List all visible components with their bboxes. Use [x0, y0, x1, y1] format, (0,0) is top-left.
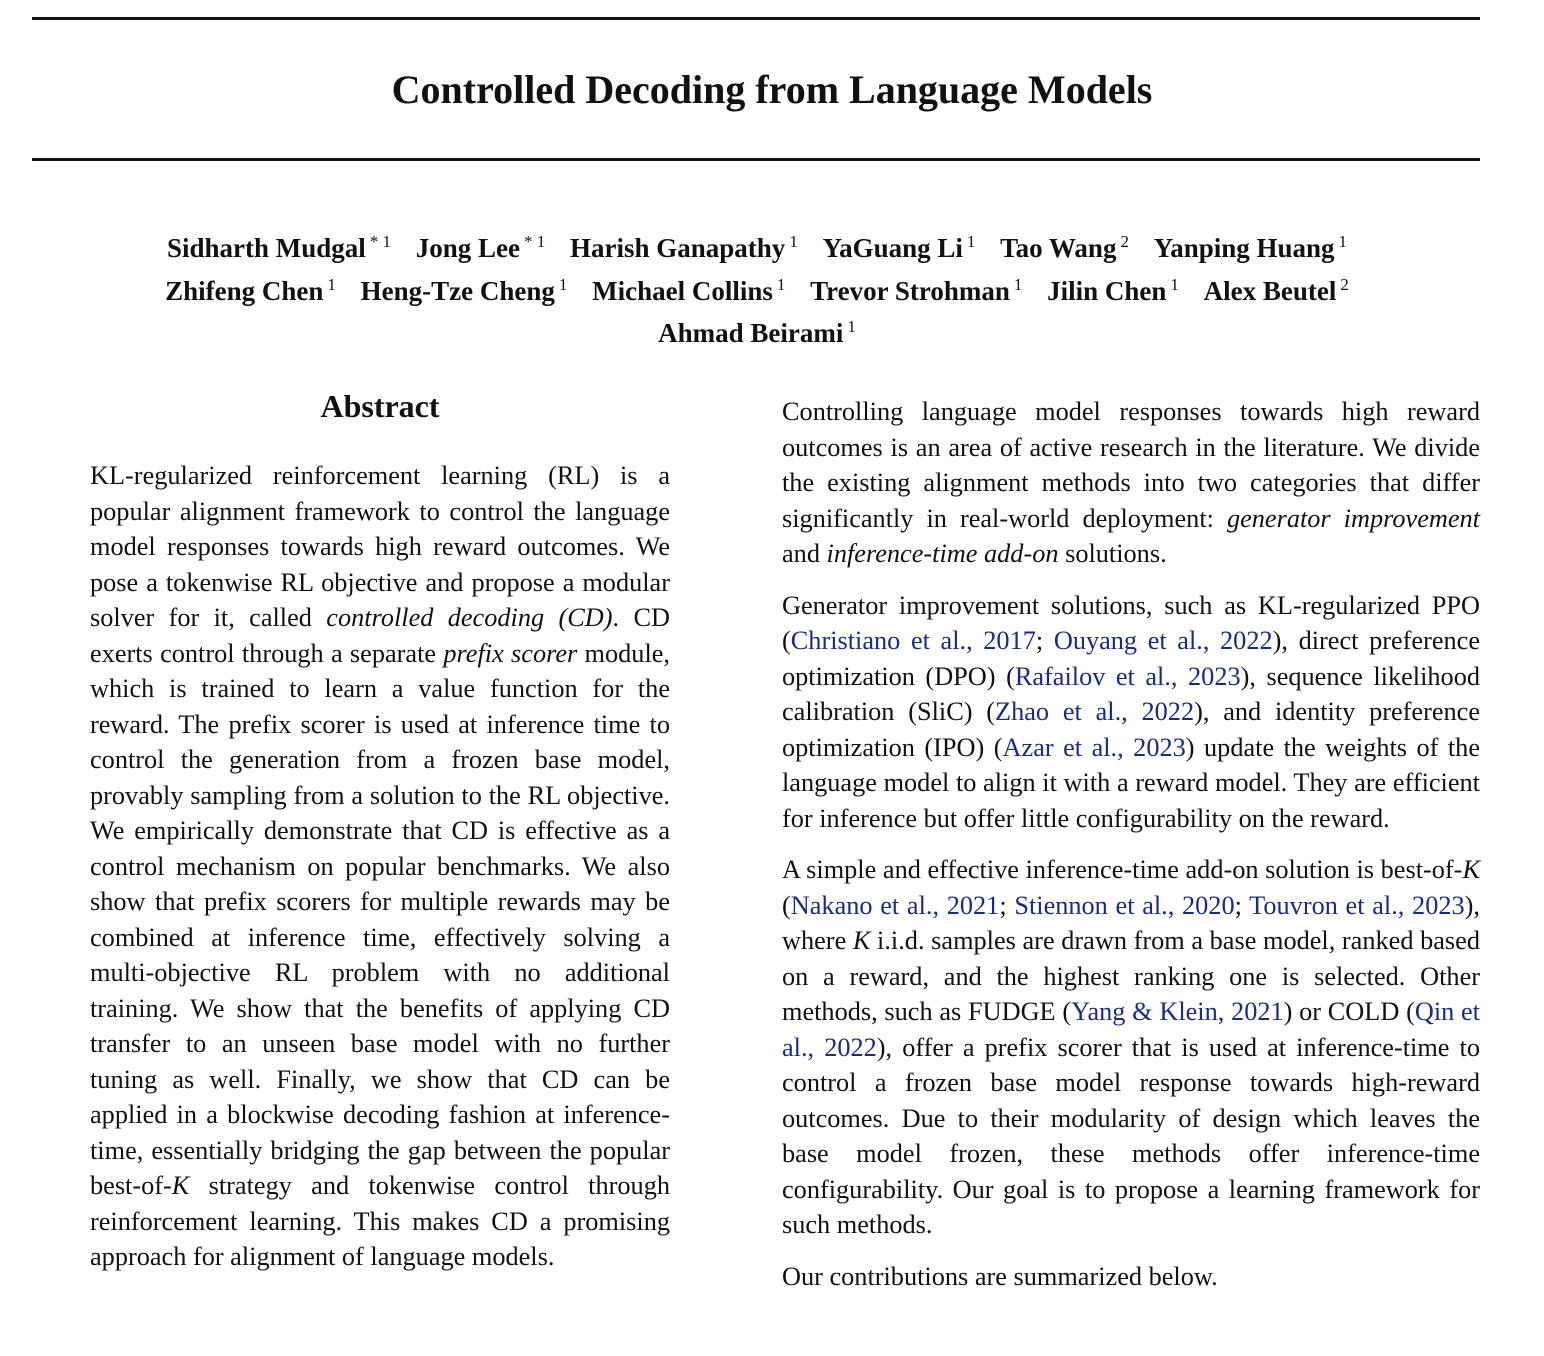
- author-affiliation: 1: [1170, 274, 1179, 294]
- author: [592, 276, 785, 306]
- text: ;: [999, 890, 1015, 920]
- author-name: Trevor Strohman: [810, 275, 1010, 306]
- top-rule: [32, 17, 1480, 20]
- author: [165, 276, 336, 306]
- author: [658, 318, 856, 348]
- text: ;: [1035, 626, 1054, 655]
- text: solutions.: [1058, 539, 1167, 568]
- introduction-body: [782, 394, 1480, 1310]
- citation-link[interactable]: Nakano et al., 2021: [790, 890, 1000, 920]
- author: [416, 233, 546, 263]
- author-affiliation: 2: [1120, 232, 1129, 251]
- text: A simple and effective inference-time add-on solution is best-of-: [782, 855, 1463, 884]
- text: ), where: [782, 890, 1480, 955]
- paper-title: Controlled Decoding from Language Models: [391, 67, 1153, 112]
- italic-text: K: [1462, 855, 1480, 884]
- text: ), and identity preference optimization (IPO) (: [782, 697, 1481, 762]
- intro-paragraph: [782, 588, 1480, 837]
- author-name: Michael Collins: [592, 275, 773, 306]
- text: ), direct preference optimization (DPO) (: [782, 626, 1480, 691]
- author-name: Alex Beutel: [1203, 275, 1337, 306]
- italic-text: controlled decoding (CD): [326, 603, 613, 632]
- text: ), offer a prefix scorer that is used at inference-time to control a frozen base model response towards high-reward outcomes. Due to their modularity of design which leaves the base model frozen, these methods offer inference-time configurability. Our goal is to propose a learning framework for such methods.: [782, 1032, 1480, 1239]
- text: ;: [1234, 890, 1250, 920]
- citation-link[interactable]: Rafailov et al., 2023: [1014, 661, 1241, 691]
- author-affiliation: * 1: [369, 232, 391, 251]
- italic-text: generator improvement: [1226, 503, 1480, 533]
- title-bottom-rule: [32, 158, 1480, 161]
- citation-link[interactable]: Christiano et al., 2017: [790, 626, 1036, 655]
- author: [810, 276, 1022, 306]
- italic-text: K: [852, 926, 871, 955]
- citation-link[interactable]: Yang & Klein, 2021: [1071, 997, 1284, 1026]
- intro-paragraph: [782, 852, 1480, 1243]
- author-name: Jilin Chen: [1047, 275, 1167, 306]
- text: . CD exerts control through a separate: [90, 603, 670, 668]
- intro-paragraph: [782, 1259, 1480, 1295]
- intro-paragraph: [782, 394, 1480, 572]
- author-affiliation: 1: [558, 274, 568, 294]
- author-name: YaGuang Li: [822, 233, 963, 263]
- author: [1204, 276, 1349, 306]
- text: i.i.d. samples are drawn from a base model, ranked based on a reward, and the highest ranking one is selected. Other methods, such as FUDGE (: [782, 926, 1480, 1026]
- text: module, which is trained to learn a value function for the reward. The prefix scorer is used at inference time to control the generation from a frozen base model, provably sampling from a solution to the RL objective. We empirically demonstrate that CD is effective as a control mechanism on popular benchmarks. We also show that prefix scorers for multiple rewards may be combined at inference time, effectively solving a multi-objective RL problem with no additional training. We show that the benefits of applying CD transfer to an unseen base model with no further tuning as well. Finally, we show that CD can be applied in a blockwise decoding fashion at inference-time, essentially bridging the gap between the popular best-of-: [90, 638, 670, 1200]
- citation-link[interactable]: Qin et al., 2022: [782, 997, 1480, 1062]
- text: ) or COLD (: [1283, 997, 1415, 1026]
- author-affiliation: 2: [1340, 274, 1349, 294]
- citation-link[interactable]: Touvron et al., 2023: [1249, 890, 1465, 920]
- author: [167, 233, 391, 263]
- text: Generator improvement solutions, such as KL-regularized PPO (: [782, 590, 1480, 655]
- text: Our contributions are summarized below.: [782, 1261, 1218, 1291]
- author-affiliation: 1: [1013, 274, 1023, 294]
- text: strategy and tokenwise control through reinforcement learning. This makes CD a promising approach for alignment of language models.: [90, 1171, 670, 1271]
- author-affiliation: * 1: [524, 232, 546, 251]
- italic-text: inference-time add-on: [826, 539, 1059, 568]
- author: [1047, 276, 1179, 306]
- text: and: [782, 539, 827, 568]
- italic-text: prefix scorer: [443, 638, 578, 668]
- author-affiliation: 1: [1338, 232, 1348, 251]
- citation-link[interactable]: Zhao et al., 2022: [995, 697, 1195, 726]
- author-name: Sidharth Mudgal: [166, 233, 366, 263]
- author-name: Ahmad Beirami: [658, 318, 844, 348]
- author: [361, 276, 568, 306]
- author-name: Zhifeng Chen: [165, 275, 324, 306]
- author-affiliation: 1: [847, 317, 856, 336]
- abstract-heading: Abstract: [320, 388, 440, 424]
- abstract-body: [90, 458, 670, 1291]
- author: [823, 233, 976, 263]
- text: KL-regularized reinforcement learning (RL) is a popular alignment framework to control the language model responses towards high reward outcomes. We pose a tokenwise RL objective and propose a modular solver for it, called: [90, 461, 670, 632]
- author-name: Tao Wang: [1000, 233, 1117, 263]
- author-name: Heng-Tze Cheng: [360, 275, 555, 306]
- text: ), sequence likelihood calibration (SliC) (: [782, 661, 1480, 726]
- author-list: [60, 224, 1454, 352]
- author-name: Harish Ganapathy: [570, 233, 786, 263]
- text: Controlling language model responses towards high reward outcomes is an area of active research in the literature. We divide the existing alignment methods into two categories that differ significantly in real-world deployment:: [782, 397, 1480, 533]
- author-affiliation: 1: [327, 274, 336, 294]
- author: [1154, 233, 1347, 263]
- author-affiliation: 1: [789, 232, 798, 251]
- citation-link[interactable]: Ouyang et al., 2022: [1053, 626, 1273, 655]
- author-affiliation: 1: [776, 274, 786, 294]
- abstract-paragraph: [90, 458, 670, 1275]
- citation-link[interactable]: Azar et al., 2023: [1002, 732, 1186, 762]
- text: ) update the weights of the language model to align it with a reward model. They are efficient for inference but offer little configurability on the reward.: [782, 732, 1481, 833]
- author-name: Jong Lee: [415, 233, 520, 263]
- italic-text: K: [171, 1171, 190, 1200]
- citation-link[interactable]: Stiennon et al., 2020: [1014, 890, 1235, 920]
- author-affiliation: 1: [966, 232, 976, 251]
- text: (: [782, 890, 791, 920]
- author: [570, 233, 798, 263]
- author: [1000, 233, 1129, 263]
- author-name: Yanping Huang: [1153, 233, 1335, 263]
